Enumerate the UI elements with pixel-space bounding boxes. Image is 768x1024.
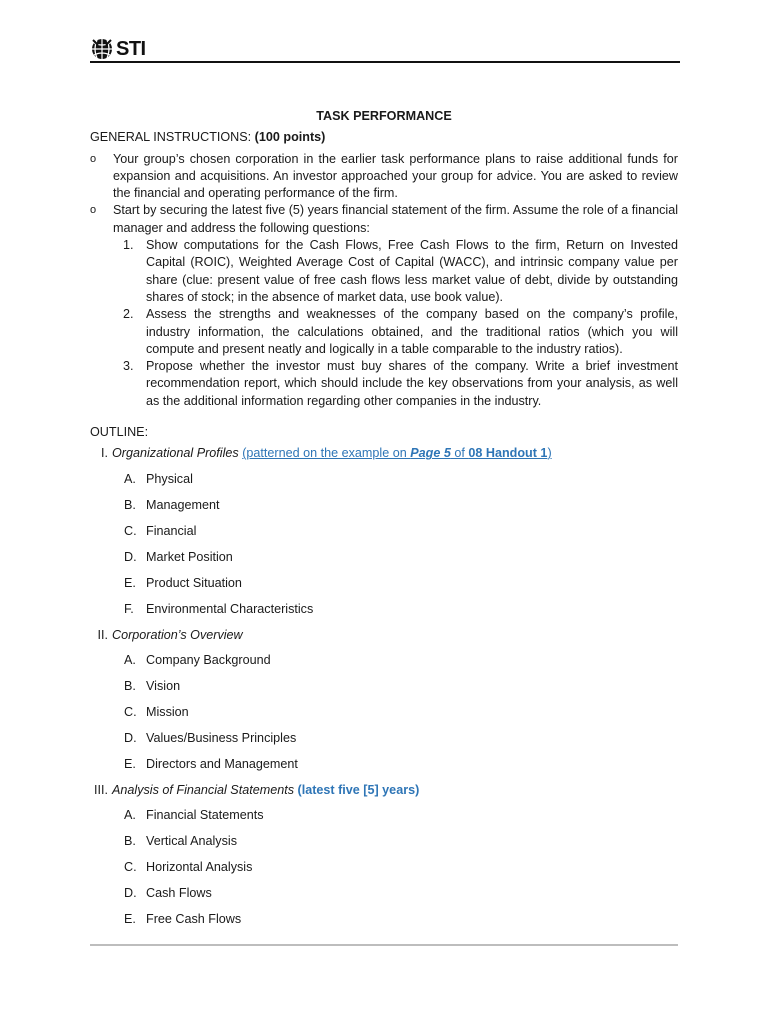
question-item — [90, 306, 678, 358]
item-letter: B. — [124, 497, 136, 512]
item-letter: E. — [124, 756, 136, 771]
bullet-text: Start by securing the latest five (5) years financial statement of the firm. Assume the role of a financial manager and address the following questions: — [113, 203, 678, 235]
item-text: Management — [146, 497, 220, 512]
section-numeral: I. — [101, 446, 108, 461]
item-letter: B. — [124, 834, 136, 849]
handout-link[interactable] — [242, 446, 551, 460]
item-text: Product Situation — [146, 575, 242, 590]
outline-item — [90, 471, 678, 488]
question-item — [90, 237, 678, 306]
item-letter: C. — [124, 523, 137, 538]
question-list — [90, 237, 678, 410]
question-item — [90, 358, 678, 410]
globe-icon — [90, 37, 114, 61]
question-text: Show computations for the Cash Flows, Free Cash Flows to the firm, Return on Invested Capital (ROIC), Weighted Average Cost of Capital (WACC), and intrinsic company value per share (clue: present value of free cash flows less market value of debt, divide by outstanding shares of stock; in the absence of market data, use book value). — [146, 238, 678, 304]
item-letter: C. — [124, 860, 137, 875]
outline-section — [90, 627, 678, 644]
outline-item — [90, 833, 678, 850]
logo-text: STI — [116, 38, 146, 60]
item-text: Mission — [146, 704, 189, 719]
item-text: Cash Flows — [146, 886, 212, 901]
outline-section — [90, 782, 678, 799]
document-title: TASK PERFORMANCE — [316, 109, 452, 123]
section-numeral: II. — [97, 627, 108, 642]
outline-item — [90, 678, 678, 695]
question-number: 2. — [123, 307, 134, 322]
question-number: 3. — [123, 359, 134, 374]
item-text: Free Cash Flows — [146, 912, 242, 926]
section-items — [90, 652, 678, 773]
question-text: Propose whether the investor must buy shares of the company. Write a brief investment recommendation report, which should include the key observations from your analysis, as well as the additional information regarding other companies in the industry. — [146, 359, 678, 408]
outline-item — [90, 859, 678, 876]
link-page: Page 5 — [410, 446, 451, 461]
section-items — [90, 807, 678, 928]
item-letter: F. — [124, 601, 134, 616]
outline-item — [90, 885, 678, 902]
item-text: Environmental Characteristics — [146, 601, 314, 616]
bullet-mark: o — [90, 204, 97, 217]
header-rule — [90, 61, 680, 63]
outline-heading: OUTLINE: — [90, 425, 149, 440]
link-handout: 08 Handout 1 — [468, 446, 548, 461]
item-letter: D. — [124, 886, 137, 901]
outline-item — [90, 730, 678, 747]
sti-logo — [90, 36, 146, 62]
general-instructions — [90, 129, 678, 146]
section-title: Organizational Profiles — [112, 446, 239, 461]
section-items — [90, 471, 678, 618]
outline-item — [90, 549, 678, 566]
outline-item — [90, 911, 678, 928]
item-text: Values/Business Principles — [146, 730, 297, 745]
item-text: Vertical Analysis — [146, 834, 237, 849]
link-suffix: ) — [547, 446, 552, 461]
item-letter: D. — [124, 730, 137, 745]
outline-item — [90, 807, 678, 824]
item-letter: C. — [124, 704, 137, 719]
link-prefix: (patterned on the example on — [242, 446, 411, 461]
instruction-bullet — [90, 151, 678, 203]
page-header — [90, 36, 680, 62]
outline-item — [90, 497, 678, 514]
bullet-mark: o — [90, 152, 97, 165]
question-number: 1. — [123, 238, 134, 253]
footer-rule — [90, 944, 678, 946]
link-mid: of — [450, 446, 469, 461]
item-text: Horizontal Analysis — [146, 860, 253, 875]
document-body — [90, 108, 678, 937]
outline-item — [90, 704, 678, 721]
item-text: Company Background — [146, 652, 271, 667]
section-title: Analysis of Financial Statements — [112, 782, 294, 797]
section-numeral: III. — [94, 782, 108, 797]
item-letter: E. — [124, 912, 136, 926]
outline-item — [90, 756, 678, 773]
item-text: Financial Statements — [146, 808, 264, 823]
section-note: (latest five [5] years) — [297, 782, 420, 797]
general-points: (100 points) — [254, 130, 326, 145]
item-letter: A. — [124, 471, 136, 486]
item-text: Vision — [146, 678, 181, 693]
bullet-text: Your group’s chosen corporation in the earlier task performance plans to raise additional funds for expansion and acquisitions. An investor approached your group for advice. You are asked to review the financial and operating performance of the firm. — [113, 151, 678, 201]
section-title: Corporation’s Overview — [112, 627, 243, 642]
instruction-bullet — [90, 202, 678, 237]
item-letter: A. — [124, 808, 136, 823]
item-letter: E. — [124, 575, 136, 590]
item-text: Market Position — [146, 549, 233, 564]
item-letter: A. — [124, 652, 136, 667]
outline-item — [90, 601, 678, 618]
outline-item — [90, 523, 678, 540]
outline-section — [90, 445, 678, 462]
item-letter: D. — [124, 549, 137, 564]
outline-item — [90, 652, 678, 669]
item-letter: B. — [124, 678, 136, 693]
item-text: Directors and Management — [146, 756, 298, 771]
item-text: Physical — [146, 471, 193, 486]
item-text: Financial — [146, 523, 197, 538]
outline-item — [90, 575, 678, 592]
general-label: GENERAL INSTRUCTIONS: — [90, 130, 255, 145]
question-text: Assess the strengths and weaknesses of the company based on the company’s profile, industry information, the calculations obtained, and the traditional ratios (which you will compute and present neatly and logically in a table comparable to the industry ratios). — [146, 307, 678, 356]
